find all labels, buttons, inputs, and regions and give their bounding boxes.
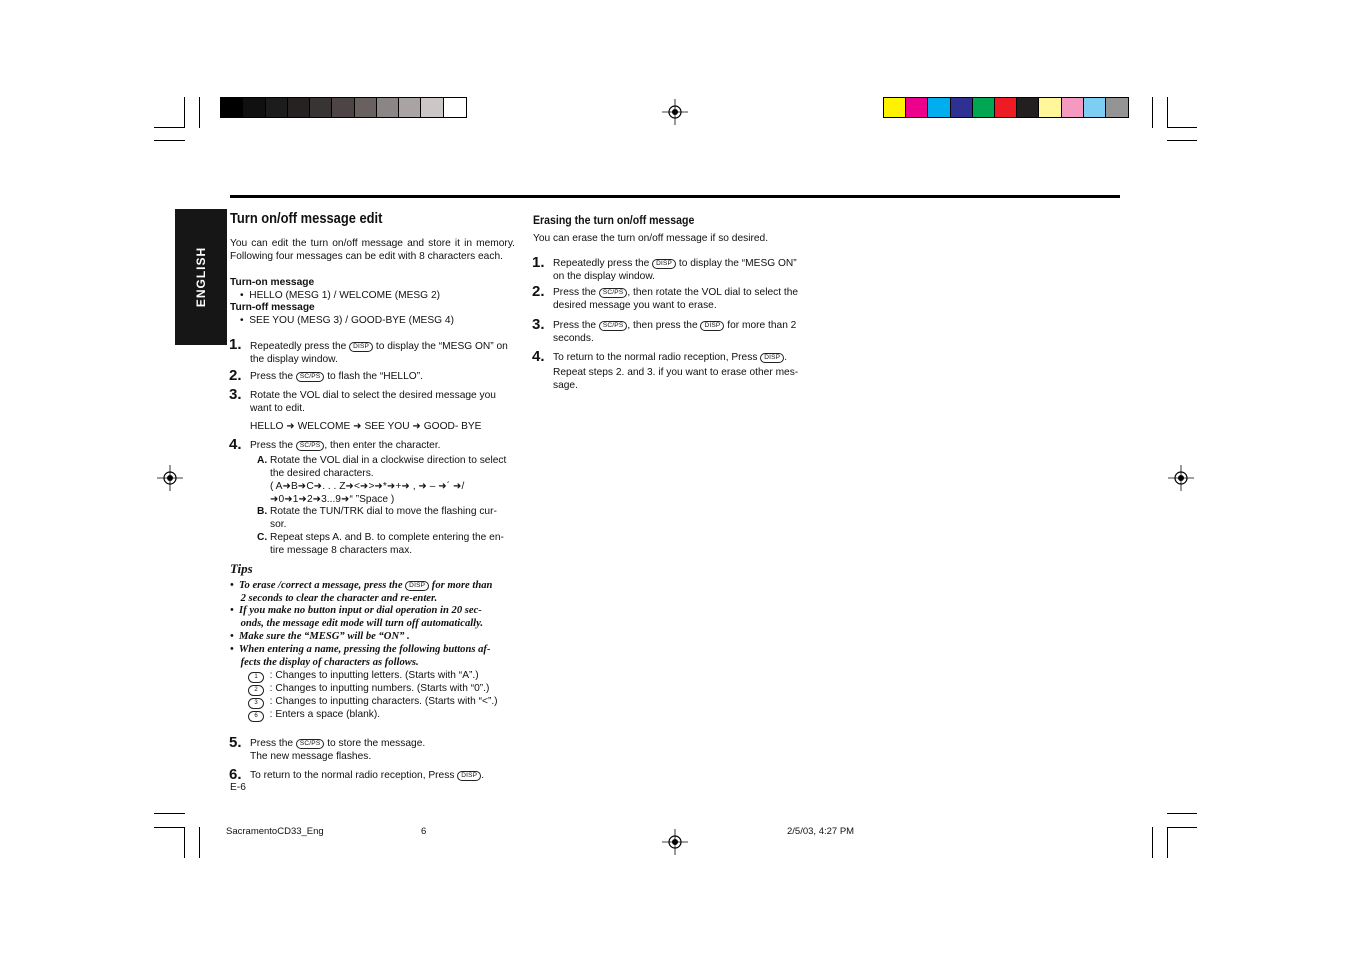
crop-mark [1167,97,1168,128]
crop-mark [1167,140,1197,141]
registration-mark-icon [157,465,183,491]
preset-button-6: 6 [248,711,264,722]
color-swatch [884,98,906,117]
color-bar [883,97,1129,118]
preset-button-1: 1 [248,672,264,683]
crop-mark [154,827,185,828]
step-6-text: To return to the normal radio reception, Press DISP . [250,770,485,781]
header-rule [230,195,1120,198]
step-number: 6. [229,766,242,783]
erase-step-2: Press the SC/PS , then rotate the VOL dial to select the desired message you want to erase. [553,287,799,311]
erase-intro: You can erase the turn on/off message if so desired. [533,233,769,244]
tips-heading: Tips [230,561,253,576]
tip-item: • If you make no button input or dial operation in 20 sec- onds, the message edit mode will turn off automatically. [230,605,484,629]
color-swatch [243,98,265,117]
button-effect-row: 2 : Changes to inputting numbers. (Starts with “0”.) [248,682,489,696]
turn-on-heading: Turn-on message [230,277,315,288]
color-swatch [1106,98,1128,117]
turn-off-item: • SEE YOU (MESG 3) / GOOD-BYE (MESG 4) [240,315,454,326]
disp-button: DISP [760,353,784,363]
button-effect-row: 6 : Enters a space (blank). [248,708,380,722]
crop-mark [1167,827,1168,858]
step-3-text: Rotate the VOL dial to select the desired message you want to edit. [250,390,496,414]
color-swatch [1039,98,1061,117]
grayscale-bar [220,97,467,118]
step-number: 5. [229,734,242,751]
scps-button: SC/PS [296,372,325,382]
color-swatch [951,98,973,117]
message-sequence: HELLO ➜ WELCOME ➜ SEE YOU ➜ GOOD- BYE [250,421,482,432]
scps-button: SC/PS [599,321,628,331]
intro-paragraph: You can edit the turn on/off message and store it in memory. Following four messages can be edit with 8 characters each. [230,238,515,262]
substep-label: C. [257,532,268,543]
scps-button: SC/PS [296,739,325,749]
color-swatch [1017,98,1039,117]
color-swatch [444,98,466,117]
crop-mark [1152,827,1153,858]
substep-a-text: Rotate the VOL dial in a clockwise direction to select the desired characters. ( A➜B➜C➜. . . Z➜<➜>➜*➜+➜ , ➜ – ➜´ ➜/ ➜0➜1➜2➜3...9➜“ ”Space ) [270,455,507,505]
footer-date: 2/5/03, 4:27 PM [787,826,855,837]
crop-mark [154,140,185,141]
turn-on-item: • HELLO (MESG 1) / WELCOME (MESG 2) [240,290,440,301]
page-label: E-6 [230,782,246,793]
disp-button: DISP [652,259,676,269]
section-title: Turn on/off message edit [230,210,383,227]
color-swatch [332,98,354,117]
registration-mark-icon [1168,465,1194,491]
step-number: 2. [229,367,242,384]
footer-filename: SacramentoCD33_Eng [226,826,324,837]
step-1-text: Repeatedly press the DISP to display the “MESG ON” on the display window. [250,341,508,365]
language-tab-label: ENGLISH [194,246,208,308]
disp-button: DISP [405,581,429,591]
disp-button: DISP [349,342,373,352]
tip-item: • Make sure the “MESG” will be “ON” . [230,631,410,642]
substep-label: B. [257,506,268,517]
crop-mark [154,127,185,128]
disp-button: DISP [700,321,724,331]
erase-step-3: Press the SC/PS , then press the DISP for more than 2 seconds. [553,320,797,344]
color-swatch [421,98,443,117]
substep-label: A. [257,455,268,466]
crop-mark [199,97,200,128]
color-swatch [310,98,332,117]
color-swatch [973,98,995,117]
language-tab [175,209,227,345]
color-swatch [1084,98,1106,117]
substep-b-text: Rotate the TUN/TRK dial to move the flashing cur- sor. [270,506,497,530]
button-effect-row: 3 : Changes to inputting characters. (Starts with “<”.) [248,695,498,709]
color-swatch [221,98,243,117]
color-swatch [355,98,377,117]
section-subtitle: Erasing the turn on/off message [533,213,695,227]
crop-mark [154,813,185,814]
tip-item: • To erase /correct a message, press the DISP for more than 2 seconds to clear the character and re-enter. [230,580,493,604]
step-2-text: Press the SC/PS to flash the “HELLO”. [250,371,423,382]
color-swatch [906,98,928,117]
tip-item: • When entering a name, pressing the following buttons af- fects the display of characters as follows. [230,644,491,668]
crop-mark [1167,813,1197,814]
color-swatch [928,98,950,117]
crop-mark [184,97,185,128]
preset-button-2: 2 [248,685,264,696]
erase-step-1: Repeatedly press the DISP to display the “MESG ON” on the display window. [553,258,797,282]
color-swatch [995,98,1017,117]
crop-mark [1152,97,1153,128]
crop-mark [199,827,200,858]
step-number: 4. [229,436,242,453]
turn-off-heading: Turn-off message [230,302,315,313]
crop-mark [1167,827,1197,828]
color-swatch [399,98,421,117]
step-number: 3. [532,316,545,333]
color-swatch [266,98,288,117]
scps-button: SC/PS [599,288,628,298]
color-swatch [288,98,310,117]
step-number: 2. [532,283,545,300]
step-number: 4. [532,348,545,365]
registration-mark-icon [662,829,688,855]
step-5-text: Press the SC/PS to store the message. The new message flashes. [250,738,426,762]
step-number: 3. [229,386,242,403]
step-number: 1. [229,336,242,353]
step-4-text: Press the SC/PS , then enter the character. [250,440,441,451]
crop-mark [184,827,185,858]
erase-step-4: To return to the normal radio reception, Press DISP . Repeat steps 2. and 3. if you want to erase other mes- sage. [553,352,799,391]
color-swatch [1062,98,1084,117]
substep-c-text: Repeat steps A. and B. to complete entering the en- tire message 8 characters max. [270,532,504,556]
registration-mark-icon [662,99,688,125]
color-swatch [377,98,399,117]
step-number: 1. [532,254,545,271]
scps-button: SC/PS [296,441,325,451]
preset-button-3: 3 [248,698,264,709]
button-effect-row: 1 : Changes to inputting letters. (Starts with “A”.) [248,669,479,683]
crop-mark [1167,127,1197,128]
disp-button: DISP [457,771,481,781]
footer-page: 6 [421,826,427,837]
